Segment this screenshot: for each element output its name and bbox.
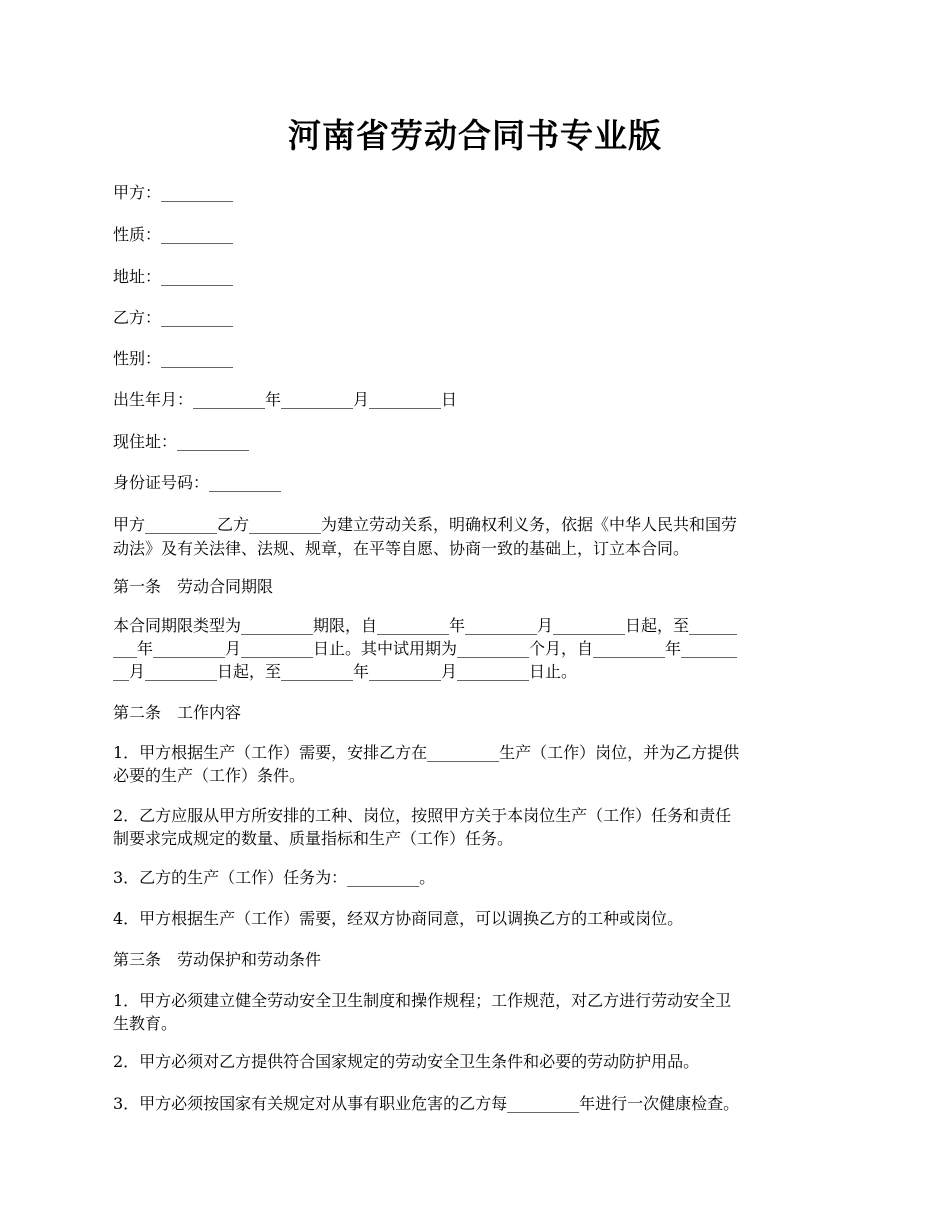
article-3-item-1-line: 生教育。 [113, 1014, 178, 1033]
article-3-item-1-line: 1．甲方必须建立健全劳动安全卫生制度和操作规程；工作规范，对乙方进行劳动安全卫 [113, 991, 732, 1010]
article-2-item-2-line: 制要求完成规定的数量、质量指标和生产（工作）任务。 [113, 829, 514, 848]
article-2-item-4: 4．甲方根据生产（工作）需要，经双方协商同意，可以调换乙方的工种或岗位。 [113, 909, 684, 928]
article-1-text-line: 本合同期限类型为_________期限，自_________年_________月_________日起，至______ [113, 616, 738, 635]
document-title: 河南省劳动合同书专业版 [288, 116, 662, 155]
article-2-item-3: 3．乙方的生产（工作）任务为：_________。 [113, 868, 436, 887]
article-3-item-3: 3．甲方必须按国家有关规定对从事有职业危害的乙方每_________年进行一次健康检查。 [113, 1094, 740, 1113]
article-2-heading: 第二条 工作内容 [113, 703, 242, 722]
article-2-item-1-line: 1．甲方根据生产（工作）需要，安排乙方在_________生产（工作）岗位，并为乙方提供 [113, 743, 740, 762]
article-3-item-2: 2．甲方必须对乙方提供符合国家规定的劳动安全卫生条件和必要的劳动防护用品。 [113, 1052, 700, 1071]
preamble-line: 动法》及有关法律、法规、规章，在平等自愿、协商一致的基础上，订立本合同。 [113, 539, 690, 558]
current-address-field: 现住址：_________ [113, 432, 250, 451]
party-a-field: 甲方：_________ [113, 183, 234, 202]
gender-field: 性别：_________ [113, 349, 234, 368]
article-3-heading: 第三条 劳动保护和劳动条件 [113, 950, 322, 969]
article-1-heading: 第一条 劳动合同期限 [113, 577, 274, 596]
preamble-line: 甲方_________乙方_________为建立劳动关系，明确权利义务，依据《中华人民共和国劳 [113, 515, 738, 534]
party-b-field: 乙方：_________ [113, 308, 234, 327]
article-1-text-line: ___年_________月_________日止。其中试用期为_________个月，自_________年_______ [113, 639, 738, 658]
article-2-item-2-line: 2．乙方应服从甲方所安排的工种、岗位，按照甲方关于本岗位生产（工作）任务和责任 [113, 806, 732, 825]
address-field: 地址：_________ [113, 267, 234, 286]
article-1-text-line: __月_________日起，至_________年_________月_________日止。 [113, 662, 578, 681]
article-2-item-1-line: 必要的生产（工作）条件。 [113, 766, 306, 785]
nature-field: 性质：_________ [113, 225, 234, 244]
birth-date-field: 出生年月：_________年_________月_________日 [113, 390, 458, 409]
id-number-field: 身份证号码：_________ [113, 473, 282, 492]
